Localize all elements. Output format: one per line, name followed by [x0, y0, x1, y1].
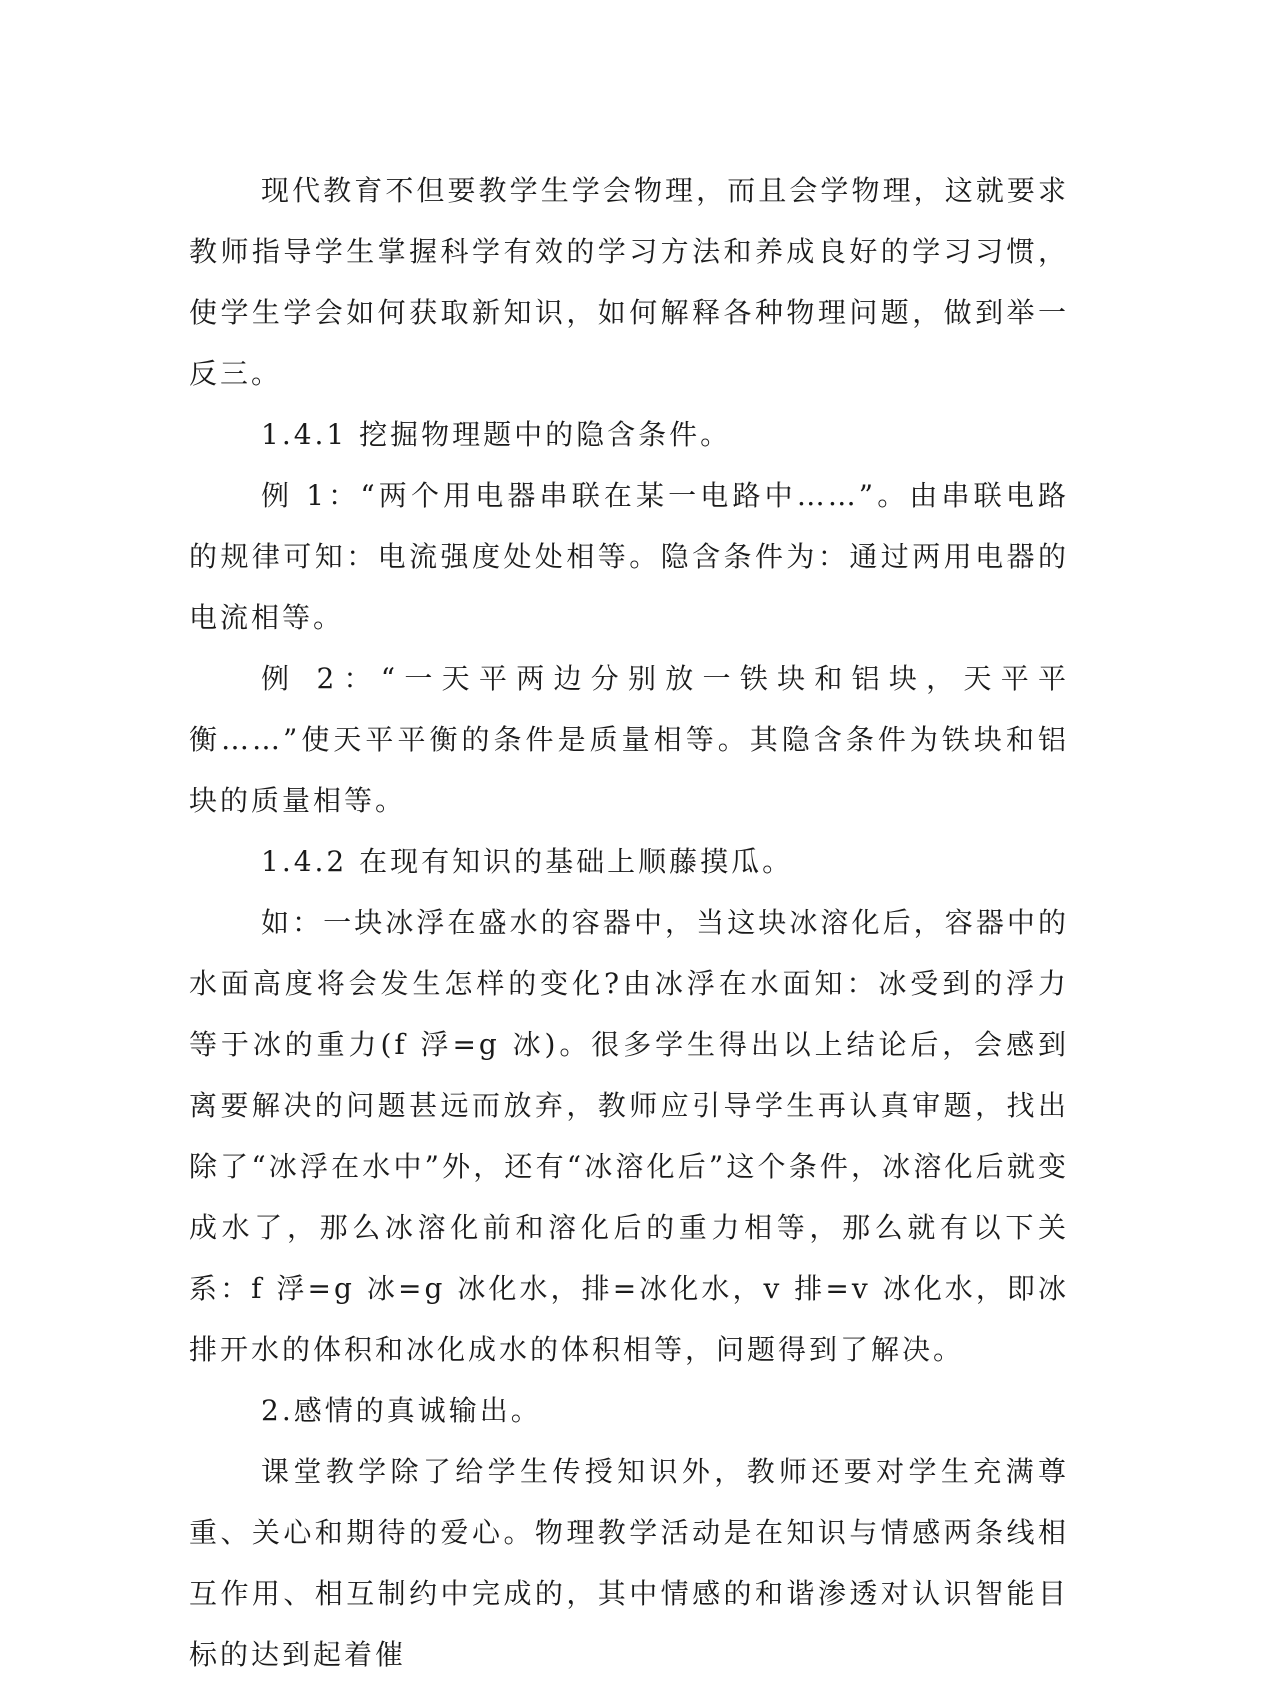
paragraph-ice-example: 如：一块冰浮在盛水的容器中，当这块冰溶化后，容器中的水面高度将会发生怎样的变化?由冰浮在水面知：冰受到的浮力等于冰的重力(f 浮=g 冰)。很多学生得出以上结论后，会感到离要解决的问题甚远而放弃，教师应引导学生再认真审题，找出除了“冰浮在水中”外，还有“冰溶化后”这个条件，冰溶化后就变成水了，那么冰溶化前和溶化后的重力相等，那么就有以下关系：f 浮=g 冰=g 冰化水，排=冰化水，v 排=v 冰化水，即冰排开水的体积和冰化成水的体积相等，问题得到了解决。 [189, 906, 1069, 1366]
document-body [189, 160, 1069, 1685]
heading-2: 2.感情的真诚输出。 [261, 1394, 542, 1427]
paragraph-example-1: 例 1：“两个用电器串联在某一电路中……”。由串联电路的规律可知：电流强度处处相等。隐含条件为：通过两用电器的电流相等。 [189, 479, 1069, 634]
paragraph-example-2: 例 2：“一天平两边分别放一铁块和铝块，天平平衡……”使天平平衡的条件是质量相等。其隐含条件为铁块和铝块的质量相等。 [189, 662, 1069, 817]
paragraph-emotion: 课堂教学除了给学生传授知识外，教师还要对学生充满尊重、关心和期待的爱心。物理教学活动是在知识与情感两条线相互作用、相互制约中完成的，其中情感的和谐渗透对认识智能目标的达到起着催 [189, 1455, 1069, 1671]
heading-1-4-2: 1.4.2 在现有知识的基础上顺藤摸瓜。 [261, 845, 794, 878]
paragraph-intro: 现代教育不但要教学生学会物理，而且会学物理，这就要求教师指导学生掌握科学有效的学习方法和养成良好的学习习惯，使学生学会如何获取新知识，如何解释各种物理问题，做到举一反三。 [189, 174, 1069, 390]
heading-1-4-1: 1.4.1 挖掘物理题中的隐含条件。 [261, 418, 732, 451]
